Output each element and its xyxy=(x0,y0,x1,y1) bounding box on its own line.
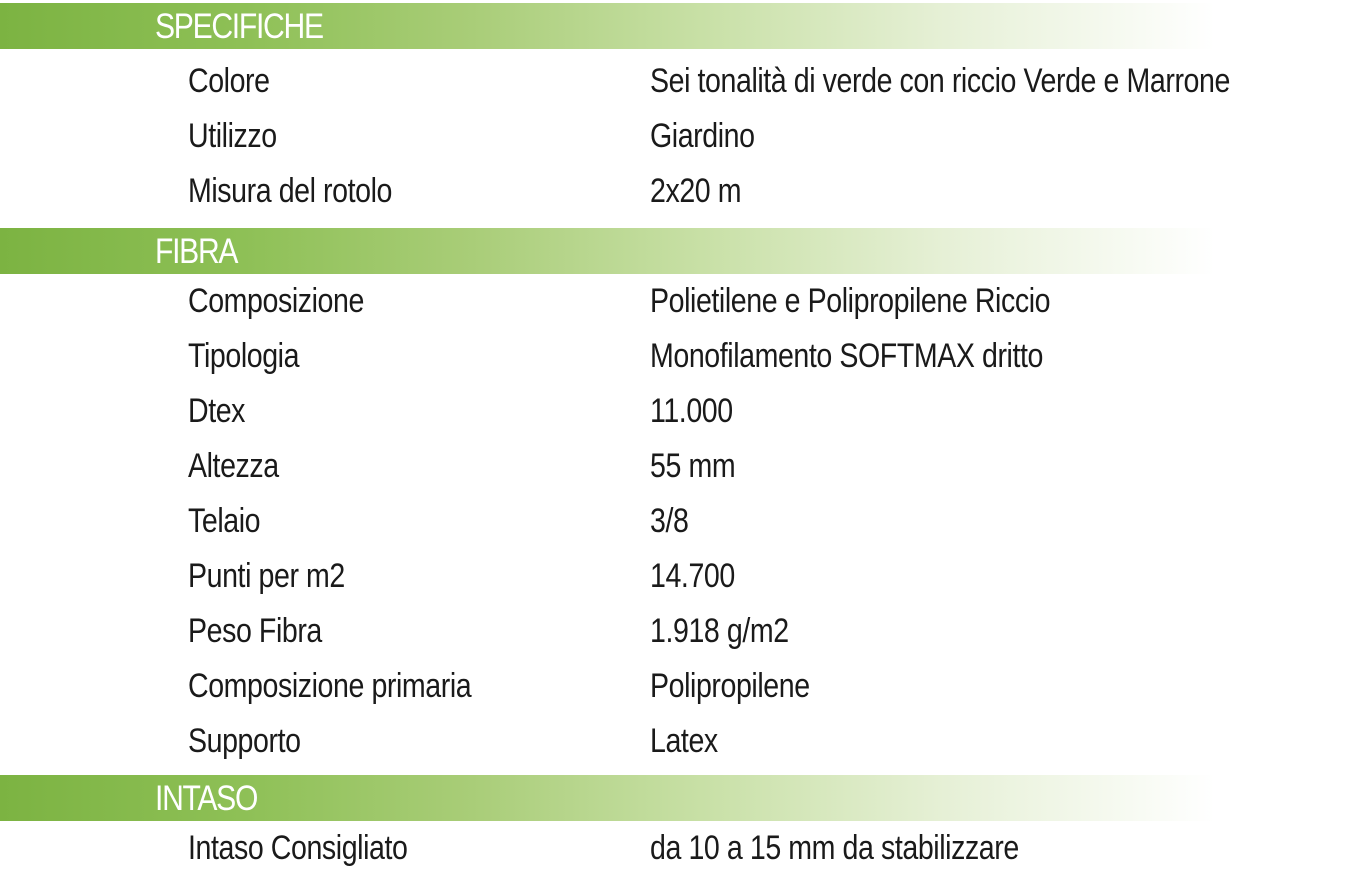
spec-value: 11.000 xyxy=(650,392,733,430)
spec-value: 55 mm xyxy=(650,447,736,485)
spec-label: Punti per m2 xyxy=(188,557,345,595)
section-title: FIBRA xyxy=(155,232,238,271)
spec-row xyxy=(0,274,1350,329)
section-title: SPECIFICHE xyxy=(155,7,323,46)
spec-row xyxy=(0,329,1350,384)
spec-row xyxy=(0,109,1350,164)
spec-row xyxy=(0,384,1350,439)
spec-row xyxy=(0,494,1350,549)
spec-value: 3/8 xyxy=(650,502,689,540)
spec-label: Composizione primaria xyxy=(188,667,472,705)
spec-label: Supporto xyxy=(188,722,301,760)
section-title: INTASO xyxy=(155,779,258,818)
spec-row xyxy=(0,439,1350,494)
section-header-specifiche xyxy=(0,3,1350,49)
spec-label: Intaso Consigliato xyxy=(188,829,408,867)
spec-label: Misura del rotolo xyxy=(188,172,392,210)
spec-row xyxy=(0,54,1350,109)
spec-value: 14.700 xyxy=(650,557,735,595)
spec-row xyxy=(0,659,1350,714)
spec-label: Telaio xyxy=(188,502,261,540)
spec-row xyxy=(0,604,1350,659)
spec-row xyxy=(0,821,1350,876)
spec-value: da 10 a 15 mm da stabilizzare xyxy=(650,829,1019,867)
spec-label: Utilizzo xyxy=(188,117,277,155)
spec-label: Tipologia xyxy=(188,337,300,375)
spec-label: Dtex xyxy=(188,392,246,430)
spec-label: Peso Fibra xyxy=(188,612,322,650)
spec-label: Colore xyxy=(188,62,270,100)
section-header-fibra xyxy=(0,228,1350,274)
spec-value: Polietilene e Polipropilene Riccio xyxy=(650,282,1051,320)
spec-value: Giardino xyxy=(650,117,755,155)
section-header-intaso xyxy=(0,775,1350,821)
spec-row xyxy=(0,549,1350,604)
spec-value: Latex xyxy=(650,722,718,760)
spec-value: Sei tonalità di verde con riccio Verde e Marrone xyxy=(650,62,1230,100)
spec-value: Polipropilene xyxy=(650,667,810,705)
spec-row xyxy=(0,164,1350,219)
spec-value: Monofilamento SOFTMAX dritto xyxy=(650,337,1043,375)
spec-label: Composizione xyxy=(188,282,364,320)
spec-label: Altezza xyxy=(188,447,279,485)
spec-value: 1.918 g/m2 xyxy=(650,612,789,650)
spec-row xyxy=(0,714,1350,769)
spec-value: 2x20 m xyxy=(650,172,742,210)
